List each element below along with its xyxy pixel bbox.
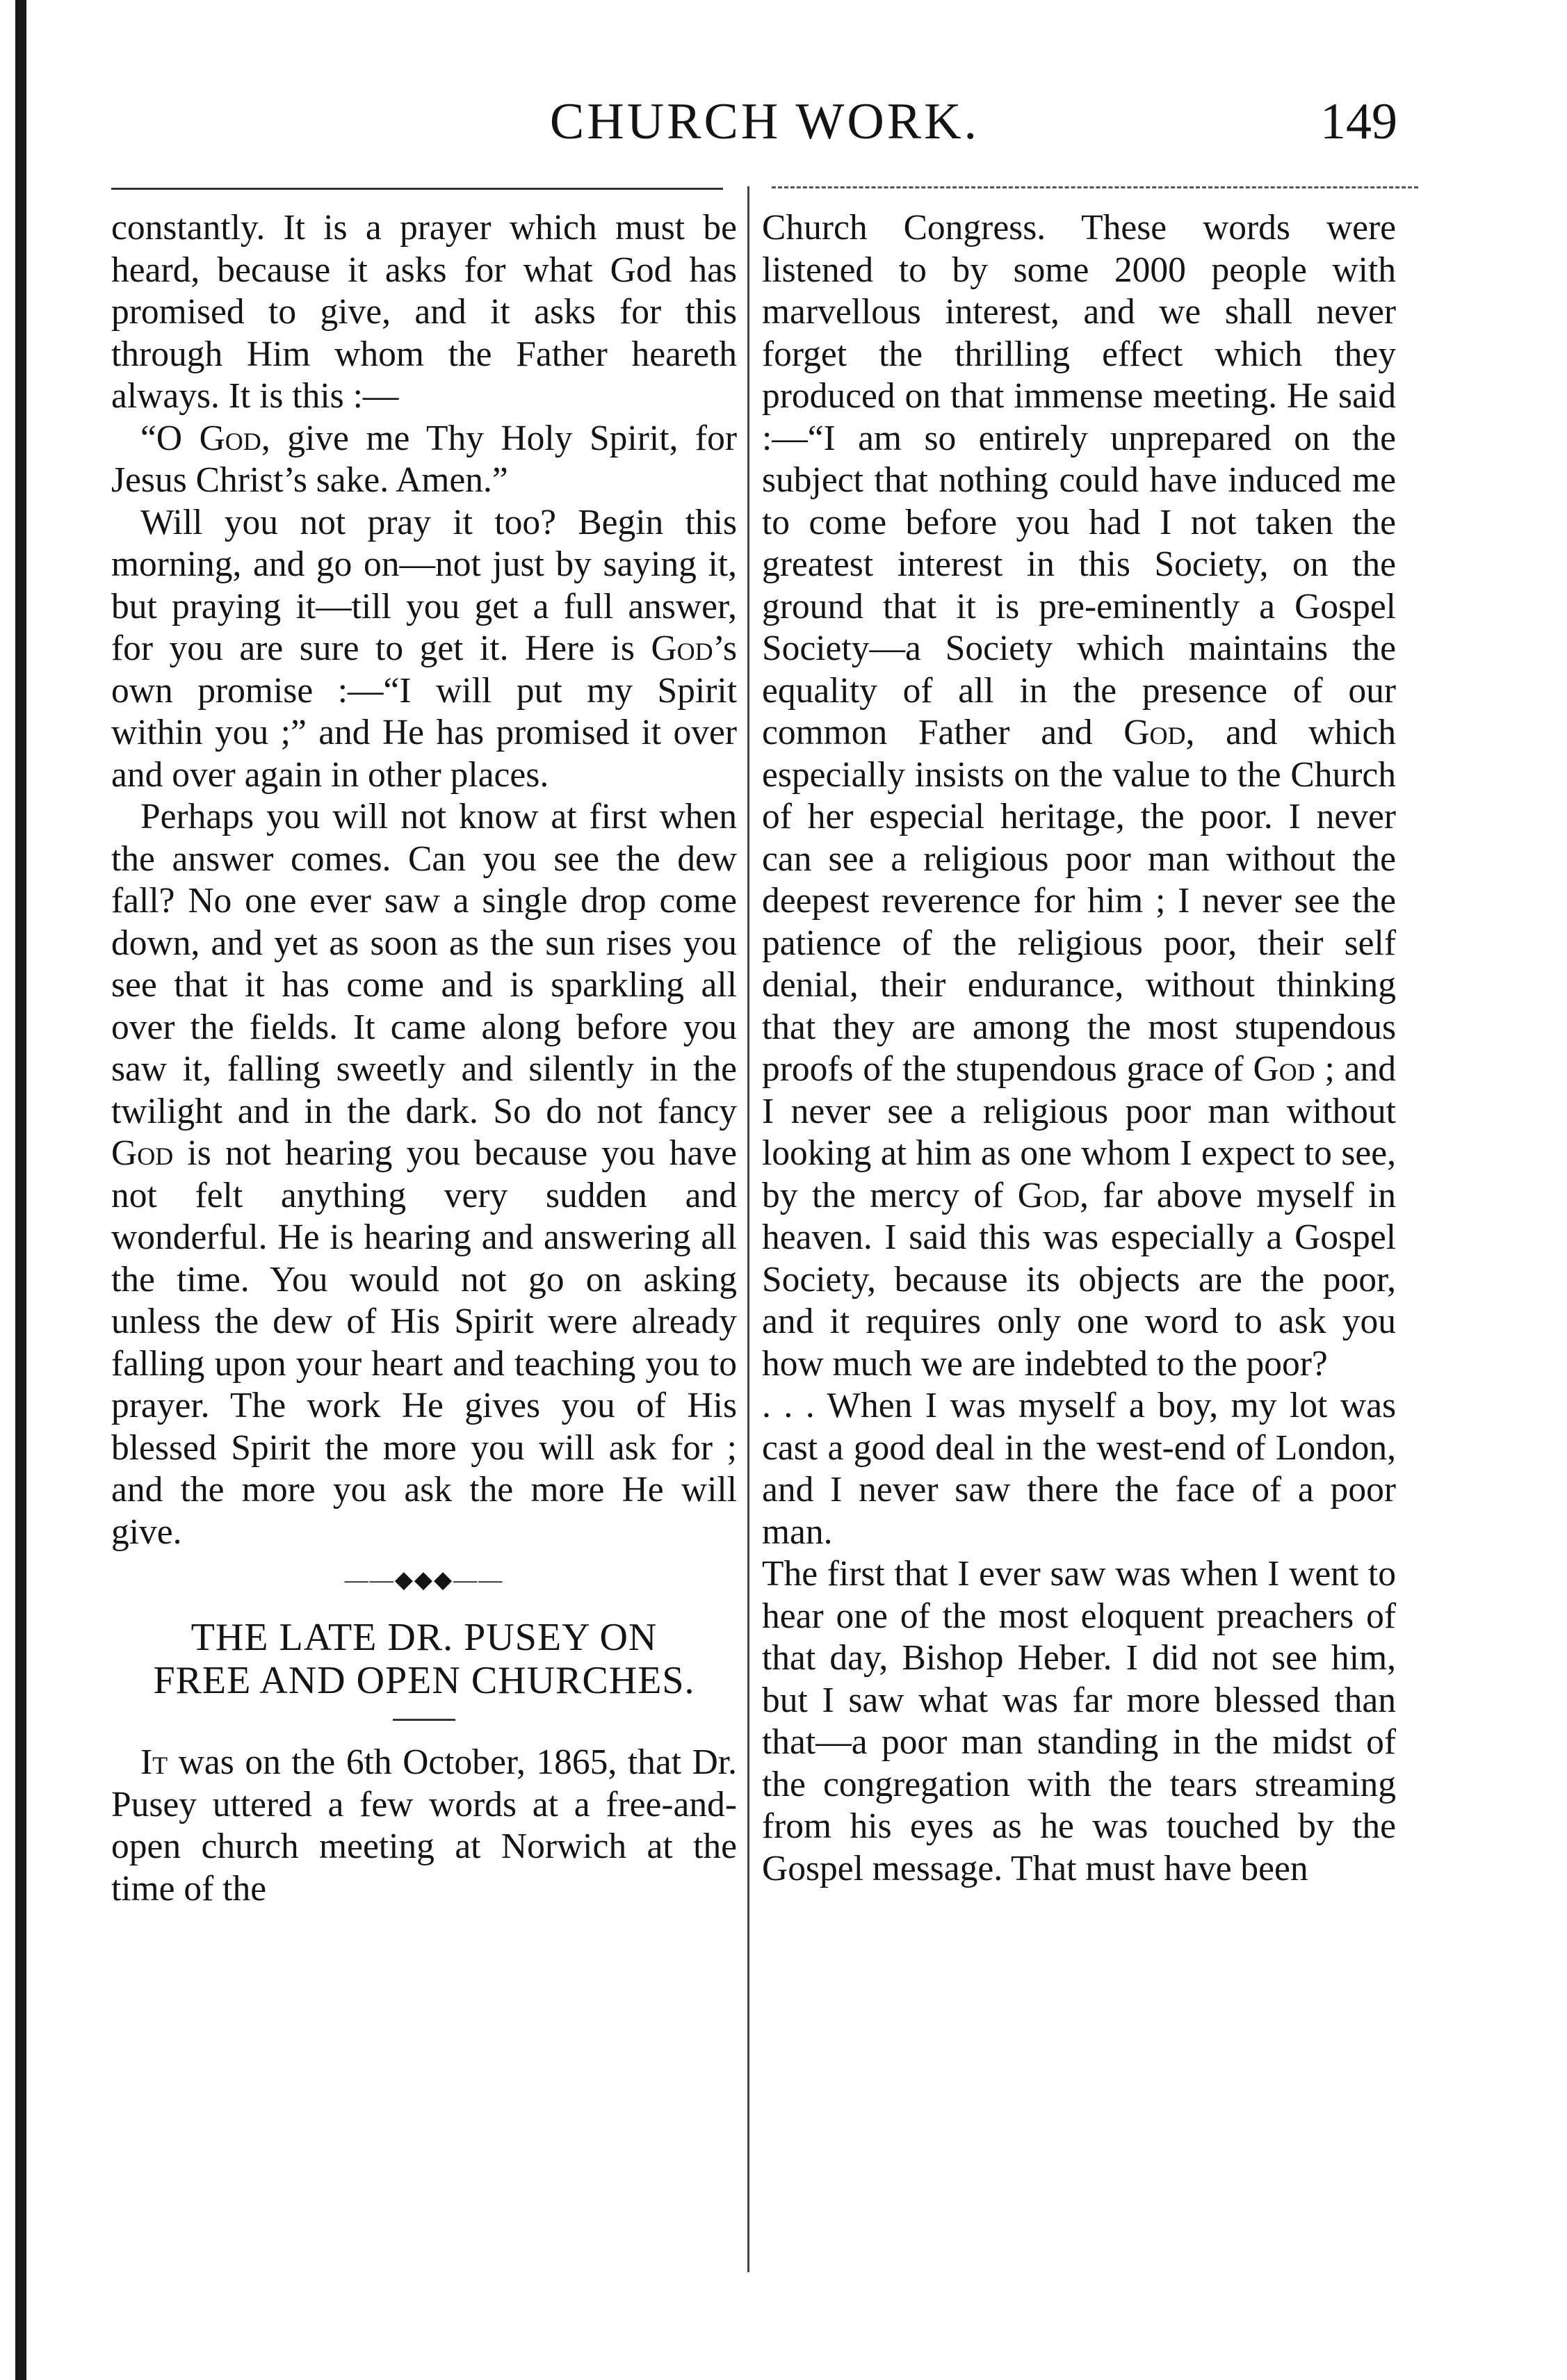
paragraph: Will you not pray it too? Begin this morning, and go on—not just by saying it, but praying it—till you get a full answer, for you are sure to get it. Here is God’s own promise :—“I will put my Spirit within you ;” and He has promised it over and over again in other places. bbox=[111, 502, 737, 795]
paragraph: Perhaps you will not know at first when the answer comes. Can you see the dew fall? No one ever saw a single drop come down, and yet as soon as the sun rises you see that it has come and is sparkling all over the fields. It came along before you saw it, falling sweetly and silently in the twilight and in the dark. So do not fancy God is not hearing you because you have not felt anything very sudden and wonderful. He is hearing and answering all the time. You would not go on asking unless the dew of His Spirit were already falling upon your heart and teaching you to prayer. The work He gives you of His blessed Spirit the more you will ask for ; and the more you ask the more He will give. bbox=[111, 797, 737, 1552]
article-title-line-1: THE LATE DR. PUSEY ON bbox=[190, 1616, 658, 1659]
running-title: CHURCH WORK. bbox=[549, 93, 980, 150]
article-first-paragraph: It was on the 6th October, 1865, that Dr. Pusey uttered a few words at a free-and-open church meeting at Norwich at the time of the bbox=[111, 1742, 737, 1909]
page-header bbox=[111, 87, 1418, 163]
header-rule-right bbox=[772, 186, 1418, 188]
prayer-paragraph: “O God, give me Thy Holy Spirit, for Jesus Christ’s sake. Amen.” bbox=[111, 418, 737, 500]
left-column bbox=[111, 207, 737, 1910]
paragraph: constantly. It is a prayer which must be heard, because it asks for what God has promised to give, and it asks for this through Him whom the Father heareth always. It is this :— bbox=[111, 208, 737, 416]
right-column bbox=[762, 207, 1396, 1890]
paragraph: . . . When I was myself a boy, my lot was cast a good deal in the west-end of London, and I never saw there the face of a poor man. bbox=[762, 1386, 1396, 1552]
paragraph: The first that I ever saw was when I went to hear one of the most eloquent preachers of that day, Bishop Heber. I did not see him, but I saw what was far more blessed than that—a poor man standing in the midst of the congregation with the tears streaming from his eyes as he was touched by the Gospel message. That must have been bbox=[762, 1554, 1396, 1888]
header-rule-left bbox=[111, 188, 723, 190]
section-ornament: ——◆◆◆—— bbox=[344, 1567, 504, 1593]
article-title-line-2: FREE AND OPEN CHURCHES. bbox=[153, 1659, 695, 1702]
column-divider bbox=[747, 186, 749, 2272]
paragraph: Church Congress. These words were listened to by some 2000 people with marvellous interest, and we shall never forget the thrilling effect which they produced on that immense meeting. He said :—“I am so entirely unprepared on the subject that nothing could have induced me to come before you had I not taken the greatest interest in this Society, on the ground that it is pre-eminently a Gospel Society—a Society which maintains the equality of all in the presence of our common Father and God, and which especially insists on the value to the Church of her especial heritage, the poor. I never can see a religious poor man without the deepest reverence for him ; I never see the patience of the religious poor, their self denial, their endurance, without thinking that they are among the most stupendous proofs of the stupendous grace of God ; and I never see a religious poor man without looking at him as one whom I expect to see, by the mercy of God, far above myself in heaven. I said this was especially a Gospel Society, because its objects are the poor, and it requires only one word to ask you how much we are indebted to the poor? bbox=[762, 208, 1396, 1384]
page-spine-edge bbox=[15, 0, 26, 2380]
title-rule bbox=[393, 1719, 455, 1721]
page-number: 149 bbox=[1320, 93, 1397, 150]
